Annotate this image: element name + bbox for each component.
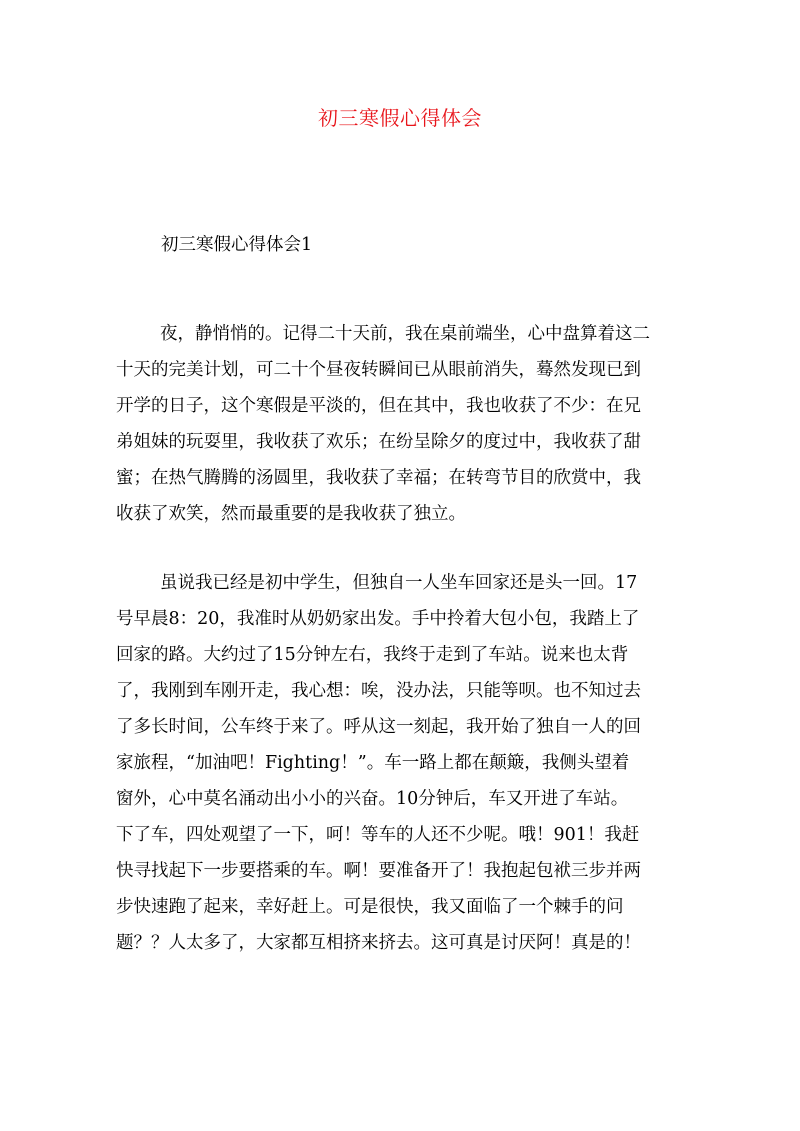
section-heading: 初三寒假心得体会1 <box>161 235 313 255</box>
paragraph-line: 收获了欢笑，然而最重要的是我收获了独立。 <box>116 504 466 524</box>
paragraph-line: 十天的完美计划，可二十个昼夜转瞬间已从眼前消失，蓦然发现已到 <box>116 360 641 380</box>
paragraph-2 <box>116 565 696 961</box>
document-title: 初三寒假心得体会 <box>318 106 482 130</box>
paragraph-line: 窗外，心中莫名涌动出小小的兴奋。10分钟后，车又开进了车站。 <box>116 789 629 809</box>
paragraph-line: 开学的日子，这个寒假是平淡的，但在其中，我也收获了不少：在兄 <box>116 396 641 416</box>
paragraph-line: 下了车，四处观望了一下，呵！等车的人还不少呢。哦！901！我赶 <box>116 825 640 845</box>
paragraph-line: 号早晨8：20，我准时从奶奶家出发。手中拎着大包小包，我踏上了 <box>116 609 640 629</box>
paragraph-line: 了多长时间，公车终于来了。呼从这一刻起，我开始了独自一人的回 <box>116 717 641 737</box>
paragraph-line: 快寻找起下一步要搭乘的车。啊！要准备开了！我抱起包袱三步并两 <box>116 861 641 881</box>
paragraph-line: 回家的路。大约过了15分钟左右，我终于走到了车站。说来也太背 <box>116 645 629 665</box>
paragraph-line: 题？？人太多了，大家都互相挤来挤去。这可真是讨厌阿！真是的！ <box>116 933 641 953</box>
paragraph-line: 步快速跑了起来，幸好赶上。可是很快，我又面临了一个棘手的问 <box>116 897 624 917</box>
paragraph-1 <box>116 316 696 532</box>
paragraph-line: 虽说我已经是初中学生，但独自一人坐车回家还是头一回。17 <box>160 573 638 593</box>
paragraph-line: 蜜；在热气腾腾的汤圆里，我收获了幸福；在转弯节目的欣赏中，我 <box>116 468 641 488</box>
paragraph-line: 夜，静悄悄的。记得二十天前，我在桌前端坐，心中盘算着这二 <box>160 324 650 344</box>
paragraph-line: 家旅程，“加油吧！Fighting！”。车一路上都在颠簸，我侧头望着 <box>116 753 630 773</box>
paragraph-line: 弟姐妹的玩耍里，我收获了欢乐；在纷呈除夕的度过中，我收获了甜 <box>116 432 641 452</box>
paragraph-line: 了，我刚到车刚开走，我心想：唉，没办法，只能等呗。也不知过去 <box>116 681 641 701</box>
